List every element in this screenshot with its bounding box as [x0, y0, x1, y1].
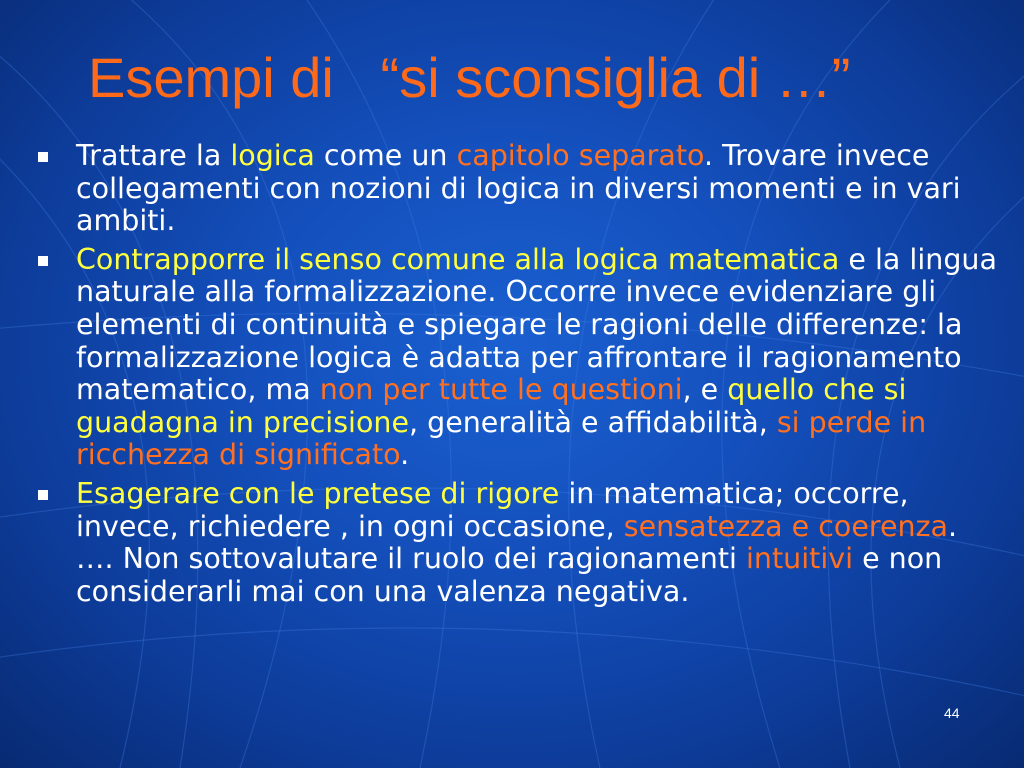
square-bullet-icon — [38, 490, 48, 500]
square-bullet-icon — [38, 256, 48, 266]
bullet-item — [32, 140, 1002, 238]
highlight-orange: capitolo separato — [456, 139, 704, 172]
bullet-item — [32, 478, 1002, 608]
text-segment: , generalità e affidabilità, — [409, 405, 777, 439]
highlight-orange: si perde in ricchezza di significato — [76, 405, 927, 472]
highlight-yellow: quello che si guadagna in precisione — [76, 373, 907, 439]
page-number: 44 — [944, 705, 960, 721]
highlight-yellow: Contrapporre il senso comune alla logica matematica — [76, 242, 840, 276]
text-segment: . — [400, 438, 410, 472]
bullet-text — [76, 139, 961, 237]
bullet-text — [76, 243, 997, 472]
highlight-yellow: Esagerare con le pretese di rigore — [76, 476, 560, 510]
bullet-list — [32, 140, 1002, 614]
bullet-item — [32, 244, 1002, 472]
slide-title: Esempi di “si sconsiglia di …” — [88, 46, 851, 109]
square-bullet-icon — [38, 152, 48, 162]
text-segment: , e — [682, 373, 728, 407]
bullet-text — [76, 477, 957, 608]
text-segment: . …. Non sottovalutare il ruolo dei ragionamenti — [76, 509, 958, 576]
text-segment: in matematica; occorre, invece, richiedere , in ogni occasione, — [76, 476, 909, 543]
highlight-orange: non per tutte le questioni — [319, 373, 683, 407]
text-segment: come un — [314, 139, 457, 172]
text-segment: . Trovare invece collegamenti con nozioni di logica in diversi momenti e in vari ambiti. — [76, 139, 961, 238]
highlight-yellow: logica — [230, 139, 315, 172]
text-segment: e non considerarli mai con una valenza negativa. — [76, 542, 943, 608]
highlight-orange: sensatezza e coerenza — [623, 509, 948, 543]
highlight-orange: intuitivi — [746, 542, 854, 576]
text-segment: e la lingua naturale alla formalizzazione. Occorre invece evidenziare gli elementi di continuità e spiegare le ragioni delle differenze: la formalizzazione logica è adatta per affrontare il ragionamento matematico, ma — [76, 242, 997, 407]
text-segment: Trattare la — [76, 139, 231, 172]
